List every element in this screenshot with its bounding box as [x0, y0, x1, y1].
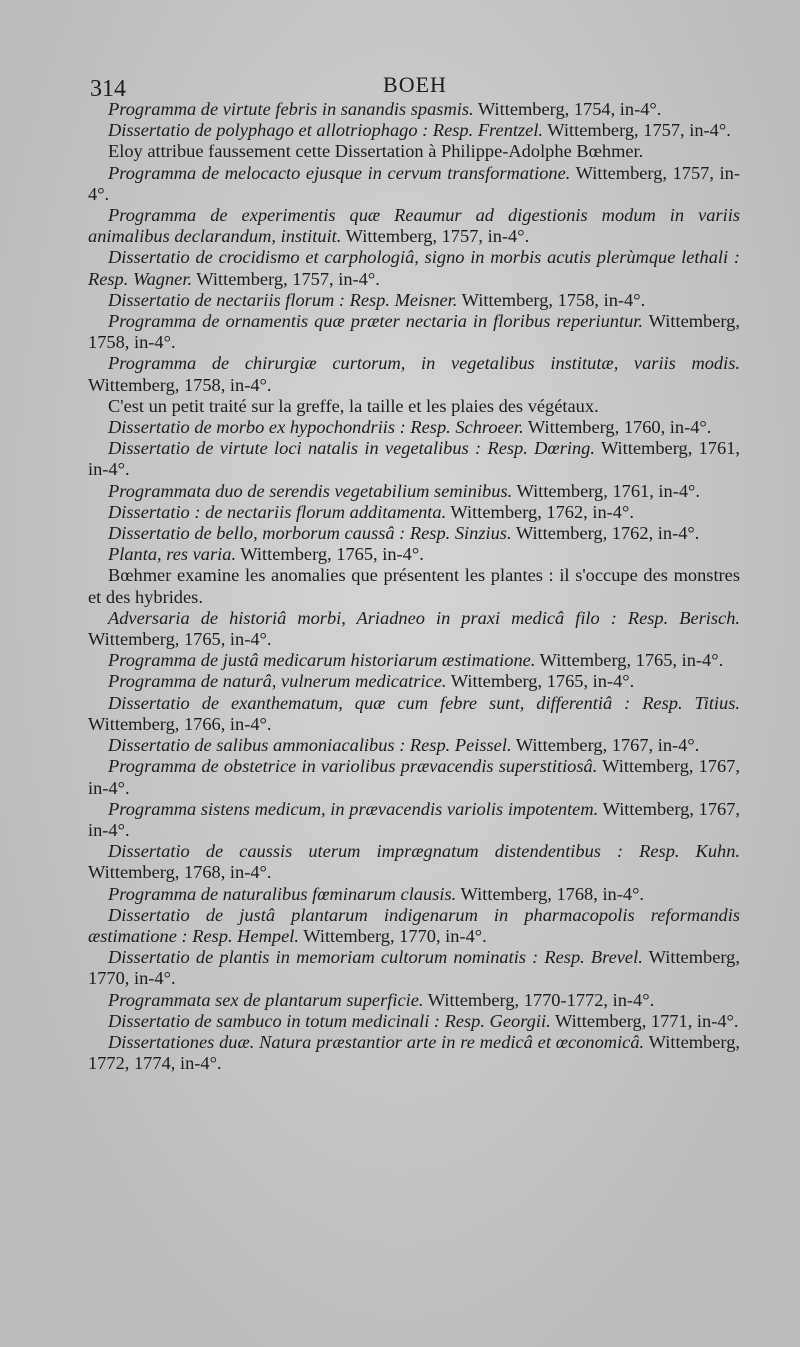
entry-title: Programma de obstetrice in variolibus prævacendis superstitiosâ. — [108, 756, 598, 777]
entry-imprint: Wittemberg, 1760, in-4°. — [523, 417, 712, 438]
entry-title: Programma de naturalibus fœminarum clausis. — [108, 883, 457, 904]
entry-title: Programma de experimentis quæ Reaumur ad digestionis modum in variis animalibus declarandum, instituit. — [88, 205, 740, 247]
bibliography-entry — [88, 523, 740, 544]
entry-title: Programmata duo de serendis vegetabilium seminibus. — [108, 480, 513, 501]
entry-imprint: Wittemberg, 1765, in-4°. — [88, 629, 272, 650]
bibliography-entry — [88, 608, 740, 650]
entry-title: Dissertatio de morbo ex hypochondriis : Resp. Schroeer. — [108, 417, 524, 438]
entry-imprint: Wittemberg, 1758, in-4°. — [88, 374, 272, 395]
entry-imprint: Wittemberg, 1761, in-4°. — [512, 480, 700, 501]
entry-imprint: Wittemberg, 1758, in-4°. — [88, 311, 740, 353]
entry-imprint: Wittemberg, 1758, in-4°. — [457, 289, 646, 310]
entry-title: Dissertatio de justâ plantarum indigenarum in pharmacopolis reformandis æstimatione : Resp. Hempel. — [88, 904, 740, 946]
entry-imprint: Wittemberg, 1771, in-4°. — [550, 1010, 739, 1031]
entry-imprint: Wittemberg, 1767, in-4°. — [511, 735, 700, 756]
bibliography-entry — [88, 905, 740, 947]
note-paragraph — [88, 141, 740, 162]
bibliography-entry — [88, 1032, 740, 1074]
entry-title: Dissertatio : de nectariis florum additamenta. — [108, 501, 447, 522]
entry-imprint: Wittemberg, 1767, in-4°. — [88, 756, 740, 798]
entry-imprint: Wittemberg, 1768, in-4°. — [456, 883, 645, 904]
bibliography-entry — [88, 693, 740, 735]
entry-title: Dissertatio de salibus ammoniacalibus : Resp. Peissel. — [108, 735, 512, 756]
bibliography-entry — [88, 481, 740, 502]
entry-imprint: Wittemberg, 1767, in-4°. — [88, 798, 740, 840]
entry-imprint: Wittemberg, 1765, in-4°. — [236, 544, 424, 565]
entry-imprint: Wittemberg, 1770, in-4°. — [88, 947, 740, 989]
entry-imprint: Wittemberg, 1761, in-4°. — [88, 438, 740, 480]
bibliography-entry — [88, 841, 740, 883]
entry-imprint: Wittemberg, 1766, in-4°. — [88, 713, 272, 734]
entry-title: Dissertationes duæ. Natura præstantior arte in re medicâ et œconomicâ. — [108, 1031, 645, 1052]
entry-imprint: Wittemberg, 1757, in-4°. — [192, 268, 380, 289]
entry-title: Dissertatio de caussis uterum imprægnatum distendentibus : Resp. Kuhn. — [108, 841, 740, 862]
entry-imprint: Wittemberg, 1770, in-4°. — [298, 925, 487, 946]
entry-imprint: Wittemberg, 1762, in-4°. — [446, 501, 634, 522]
bibliography-entry — [88, 756, 740, 798]
bibliography-entry — [88, 99, 740, 120]
entry-imprint: Wittemberg, 1772, 1774, in-4°. — [88, 1031, 740, 1074]
note-text: C'est un petit traité sur la greffe, la taille et les plaies des végétaux. — [108, 395, 599, 416]
bibliography-entry — [88, 353, 740, 395]
entry-title: Dissertatio de crocidismo et carphologiâ, signo in morbis acutis plerùmque lethali : Resp. Wagner. — [88, 247, 740, 289]
bibliography-entry — [88, 205, 740, 247]
entry-imprint: Wittemberg, 1757, in-4°. — [341, 226, 530, 247]
entry-imprint: Wittemberg, 1762, in-4°. — [511, 523, 700, 544]
bibliography-entry — [88, 650, 740, 671]
bibliography-entry — [88, 311, 740, 353]
bibliography-entry — [88, 947, 740, 989]
entry-title: Programma sistens medicum, in prævacendis variolis impotentem. — [108, 798, 599, 819]
page-header — [90, 72, 740, 102]
note-paragraph — [88, 396, 740, 417]
entry-title: Dissertatio de bello, morborum caussâ : Resp. Sinzius. — [108, 523, 512, 544]
entry-title: Dissertatio de sambuco in totum medicinali : Resp. Georgii. — [108, 1010, 551, 1031]
entry-title: Dissertatio de plantis in memoriam cultorum nominatis : Resp. Brevel. — [108, 947, 643, 968]
entry-title: Programma de ornamentis quæ præter nectaria in floribus reperiuntur. — [108, 311, 644, 332]
bibliography-entry — [88, 990, 740, 1011]
entry-title: Dissertatio de polyphago et allotriophago : Resp. Frentzel. — [108, 120, 544, 141]
entry-title: Programma de chirurgiæ curtorum, in vegetalibus institutæ, variis modis. — [108, 353, 740, 374]
bibliography-entry — [88, 884, 740, 905]
bibliography-entry — [88, 163, 740, 205]
bibliography-entry — [88, 735, 740, 756]
entry-title: Planta, res varia. — [108, 544, 237, 565]
entry-imprint: Wittemberg, 1757, in-4°. — [88, 162, 740, 204]
entry-imprint: Wittemberg, 1757, in-4°. — [543, 120, 731, 141]
entry-imprint: Wittemberg, 1765, in-4°. — [535, 650, 724, 671]
entry-title: Programmata sex de plantarum superficie. — [108, 989, 424, 1010]
bibliography-list — [88, 99, 740, 1074]
entry-imprint: Wittemberg, 1768, in-4°. — [88, 862, 272, 883]
bibliography-entry — [88, 438, 740, 480]
note-text: Eloy attribue faussement cette Dissertation à Philippe-Adolphe Bœhmer. — [108, 141, 644, 162]
running-head: BOEH — [383, 72, 447, 97]
entry-title: Adversaria de historiâ morbi, Ariadneo in praxi medicâ filo : Resp. Berisch. — [108, 607, 740, 628]
entry-title: Dissertatio de virtute loci natalis in vegetalibus : Resp. Dœring. — [108, 438, 595, 459]
entry-imprint: Wittemberg, 1770-1772, in-4°. — [423, 989, 655, 1010]
entry-title: Programma de naturâ, vulnerum medicatrice. — [108, 671, 447, 692]
bibliography-entry — [88, 544, 740, 565]
bibliography-entry — [88, 417, 740, 438]
entry-imprint: Wittemberg, 1754, in-4°. — [473, 99, 662, 119]
note-paragraph — [88, 565, 740, 607]
note-text: Bœhmer examine les anomalies que présentent les plantes : il s'occupe des monstres et des hybrides. — [88, 565, 740, 607]
bibliography-entry — [88, 502, 740, 523]
entry-title: Programma de justâ medicarum historiarum æstimatione. — [108, 650, 536, 671]
bibliography-entry — [88, 1011, 740, 1032]
bibliography-entry — [88, 120, 740, 141]
entry-title: Programma de virtute febris in sanandis spasmis. — [108, 99, 474, 119]
entry-imprint: Wittemberg, 1765, in-4°. — [446, 671, 635, 692]
page-number: 314 — [90, 76, 126, 102]
bibliography-entry — [88, 247, 740, 289]
entry-title: Dissertatio de exanthematum, quæ cum febre sunt, differentiâ : Resp. Titius. — [108, 692, 740, 713]
bibliography-entry — [88, 290, 740, 311]
entry-title: Programma de melocacto ejusque in cervum transformatione. — [108, 162, 571, 183]
bibliography-entry — [88, 799, 740, 841]
entry-title: Dissertatio de nectariis florum : Resp. Meisner. — [108, 289, 458, 310]
bibliography-entry — [88, 671, 740, 692]
